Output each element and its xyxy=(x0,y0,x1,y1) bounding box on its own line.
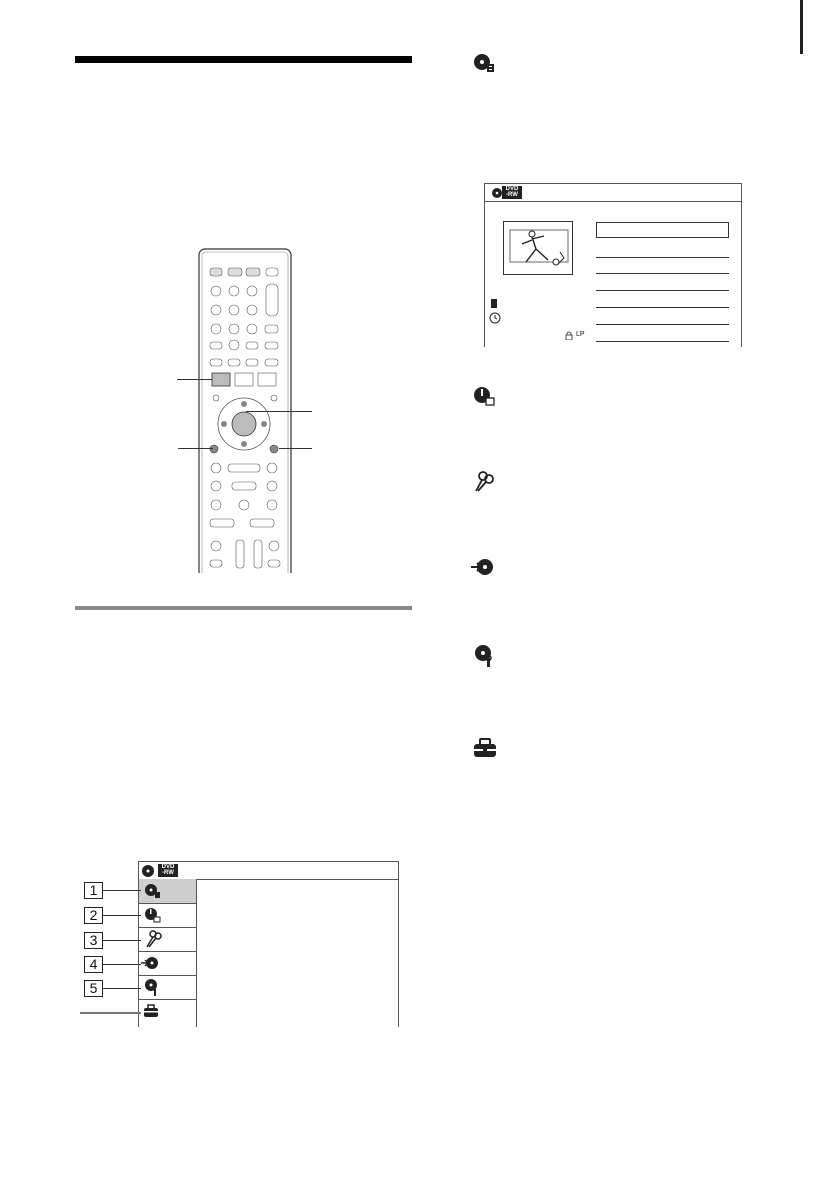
dvd-rw-badge: DVD -RW xyxy=(158,864,178,877)
toolbox-icon xyxy=(139,999,196,1023)
callout-number-4: 4 xyxy=(84,956,103,973)
leader-line xyxy=(178,448,213,449)
disc-list-icon xyxy=(139,879,196,903)
dvd-rw-badge: DVD -RW xyxy=(502,186,522,199)
lock-icon xyxy=(565,331,573,340)
menu-item-timer[interactable] xyxy=(139,903,196,928)
system-menu-diagram xyxy=(138,861,399,1027)
title-field-line xyxy=(596,341,729,342)
menu-item-disc-setting[interactable] xyxy=(139,975,196,1000)
leader-line xyxy=(246,411,312,412)
clock-list-icon xyxy=(139,903,196,927)
leader-line xyxy=(103,964,141,965)
disc-list-icon xyxy=(472,52,498,74)
title-field-line xyxy=(596,324,729,325)
disc-wrench-icon xyxy=(473,643,495,669)
leader-line xyxy=(177,379,212,380)
subsection-rule xyxy=(75,606,412,610)
title-field-line xyxy=(596,273,729,274)
title-list-diagram xyxy=(484,183,742,347)
title-field-line xyxy=(596,257,729,258)
clock-icon xyxy=(489,312,501,324)
leader-line xyxy=(103,915,141,916)
menu-item-setup[interactable] xyxy=(139,999,196,1023)
title-name-field xyxy=(596,222,729,238)
callout-number-2: 2 xyxy=(84,907,103,924)
status-block-icon xyxy=(491,299,497,308)
title-thumbnail xyxy=(503,221,573,275)
leader-line xyxy=(103,940,141,941)
menu-icon-column xyxy=(139,879,197,1027)
title-field-line xyxy=(596,290,729,291)
soccer-player-image xyxy=(504,222,572,274)
leader-line xyxy=(103,890,141,891)
menu-item-dubbing[interactable] xyxy=(139,951,196,976)
disc-arrow-icon xyxy=(139,951,196,975)
page-edge-tab xyxy=(800,0,803,54)
callout-number-1: 1 xyxy=(84,882,103,899)
menu-item-title-list[interactable] xyxy=(139,879,196,904)
callout-number-5: 5 xyxy=(84,980,103,997)
disc-wrench-icon xyxy=(139,975,196,999)
callout-number-3: 3 xyxy=(84,932,103,949)
scissors-icon xyxy=(472,470,494,492)
leader-line xyxy=(279,448,312,449)
section-header-rule xyxy=(75,56,412,63)
title-list-header xyxy=(485,184,741,202)
recording-mode-label: LP xyxy=(576,331,585,338)
disc-arrow-icon xyxy=(470,557,496,577)
menu-item-edit[interactable] xyxy=(139,927,196,952)
scissors-icon xyxy=(139,927,196,951)
leader-line xyxy=(103,988,141,989)
toolbox-icon xyxy=(472,738,498,758)
title-field-line xyxy=(596,307,729,308)
clock-list-icon xyxy=(472,385,496,407)
leader-line xyxy=(80,1012,141,1014)
menu-header xyxy=(139,862,398,880)
